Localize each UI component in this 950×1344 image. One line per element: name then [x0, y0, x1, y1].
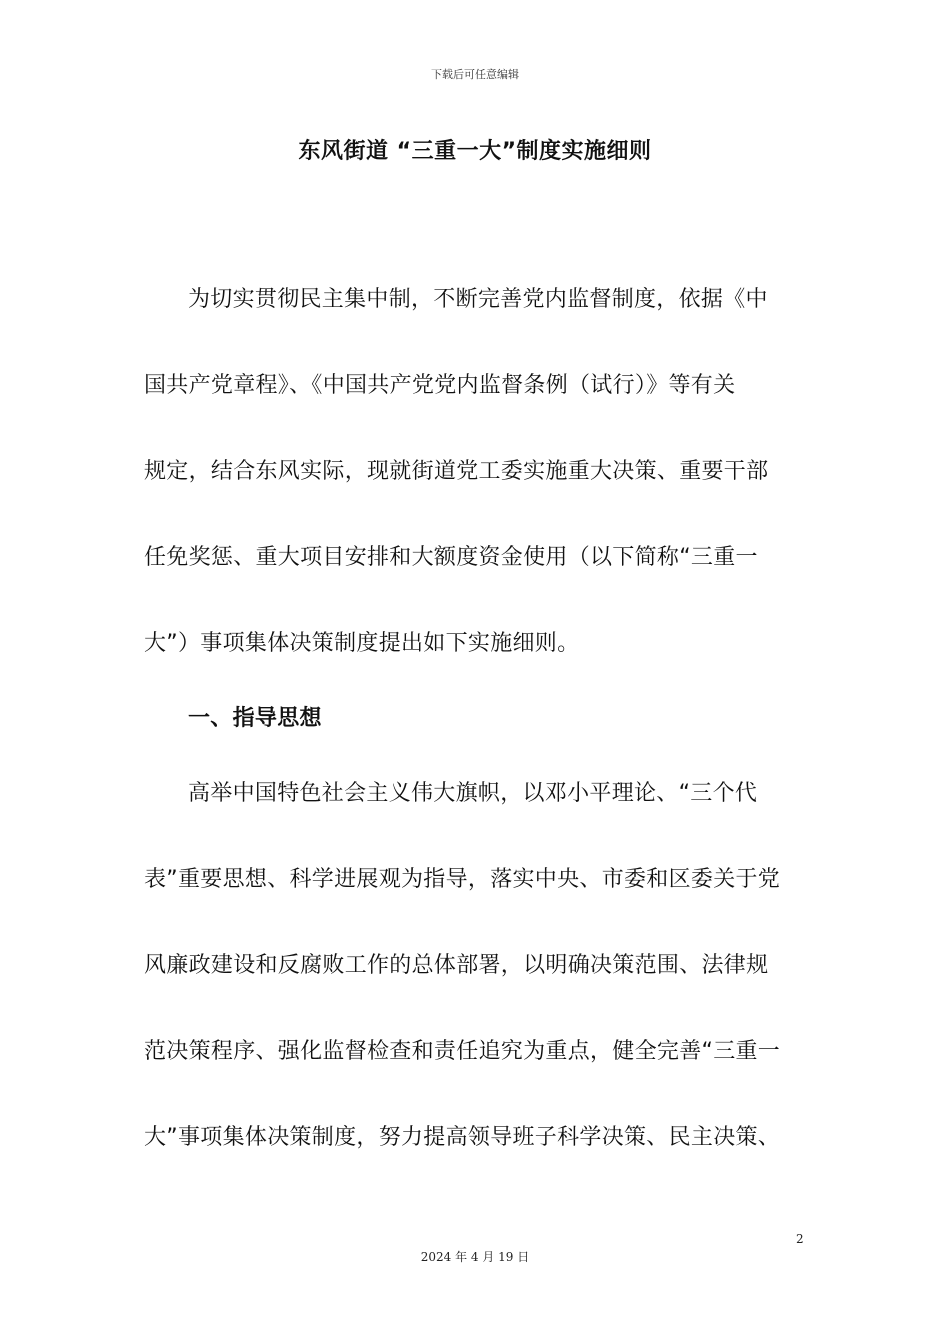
- page-number: 2: [796, 1232, 804, 1246]
- footer-date: 2024 年 4 月 19 日: [420, 1250, 530, 1264]
- paragraph-1-line-1: 为切实贯彻民主集中制，不断完善党内监督制度，依据《中: [188, 287, 768, 312]
- paragraph-2-line-2: 表”重要思想、科学进展观为指导，落实中央、市委和区委关于党: [144, 867, 781, 892]
- paragraph-2-line-4: 范决策程序、强化监督检查和责任追究为重点，健全完善“三重一: [144, 1039, 781, 1064]
- paragraph-2-line-1: 高举中国特色社会主义伟大旗帜，以邓小平理论、“三个代: [188, 781, 758, 806]
- header-note: 下载后可任意编辑: [431, 68, 519, 81]
- paragraph-2-line-3: 风廉政建设和反腐败工作的总体部署，以明确决策范围、法律规: [144, 953, 769, 978]
- paragraph-2-line-5: 大”事项集体决策制度，努力提高领导班子科学决策、民主决策、: [144, 1125, 781, 1150]
- paragraph-1-line-4: 任免奖惩、重大项目安排和大额度资金使用（以下简称“三重一: [144, 545, 758, 570]
- document-body: [144, 274, 808, 1198]
- paragraph-1-line-2: 国共产党章程》、《中国共产党党内监督条例（试行）》等有关: [144, 373, 736, 398]
- section-heading-guiding-ideology: 一、指导思想: [188, 706, 322, 731]
- paragraph-1-line-5: 大”）事项集体决策制度提出如下实施细则。: [144, 631, 580, 656]
- paragraph-1-line-3: 规定，结合东风实际，现就街道党工委实施重大决策、重要干部: [144, 459, 769, 484]
- document-title: 东风街道 “三重一大”制度实施细则: [298, 139, 652, 164]
